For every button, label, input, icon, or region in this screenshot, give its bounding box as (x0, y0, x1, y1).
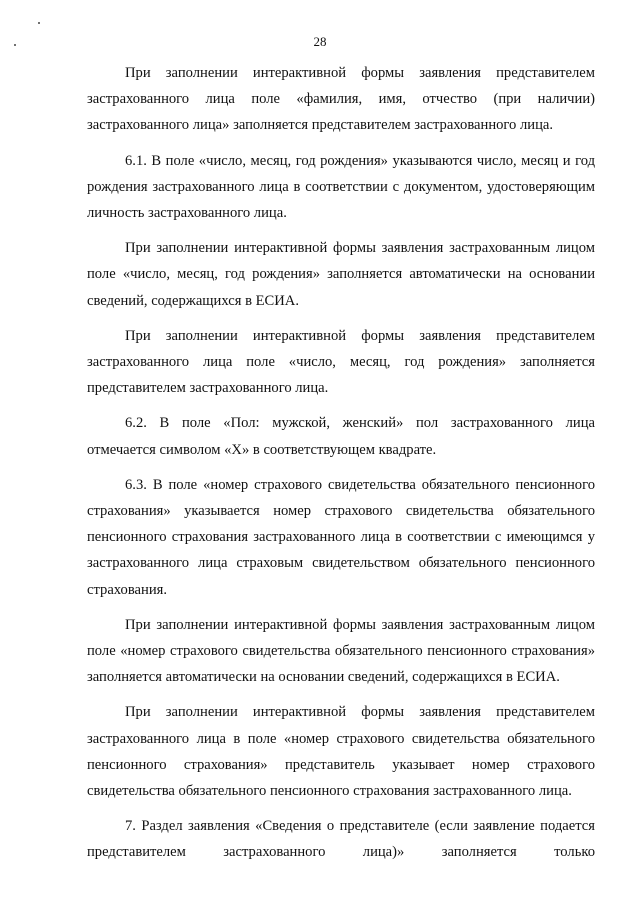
document-text (87, 60, 595, 866)
paragraph-6-2-gender: 6.2. В поле «Пол: мужской, женский» пол застрахованного лица отмечается символом «Х» в соответствующем квадрате. (87, 415, 595, 458)
paragraph-snils-auto: При заполнении интерактивной формы заявления застрахованным лицом поле «номер страхового свидетельства обязательного пенсионного страхования» заполняется автоматически на основании сведений, содержащихся в ЕСИА. (87, 616, 595, 686)
page-number: 28 (313, 34, 327, 49)
paragraph-birth-date-representative: При заполнении интерактивной формы заявления представителем застрахованного лица поле «число, месяц, год рождения» заполняется представителем застрахованного лица. (87, 327, 595, 397)
scan-speck (38, 22, 40, 24)
paragraph-snils-representative: При заполнении интерактивной формы заявления представителем застрахованного лица в поле «номер страхового свидетельства обязательного пенсионного страхования» представитель указывает номер страхового свидетельства обязательного пенсионного страхования застрахованного лица. (87, 704, 595, 800)
paragraph-representative-full-name: При заполнении интерактивной формы заявления представителем застрахованного лица поле «фамилия, имя, отчество (при наличии) застрахованного лица» заполняется представителем застрахованного лица. (87, 65, 595, 134)
paragraph-birth-date-auto: При заполнении интерактивной формы заявления застрахованным лицом поле «число, месяц, год рождения» заполняется автоматически на основании сведений, содержащихся в ЕСИА. (87, 240, 595, 309)
paragraph-7-representative-section: 7. Раздел заявления «Сведения о представителе (если заявление подается представителем застрахованного лица)» заполняется только (87, 818, 595, 861)
paragraph-6-1-birth-date: 6.1. В поле «число, месяц, год рождения» указываются число, месяц и год рождения застрахованного лица в соответствии с документом, удостоверяющим личность застрахованного лица. (87, 152, 595, 222)
paragraph-6-3-snils: 6.3. В поле «номер страхового свидетельства обязательного пенсионного страхования» указывается номер страхового свидетельства обязательного пенсионного страхования застрахованного лица в соответствии с имеющимся у застрахованного лица страховым свидетельством обязательного пенсионного страхования. (87, 476, 595, 598)
